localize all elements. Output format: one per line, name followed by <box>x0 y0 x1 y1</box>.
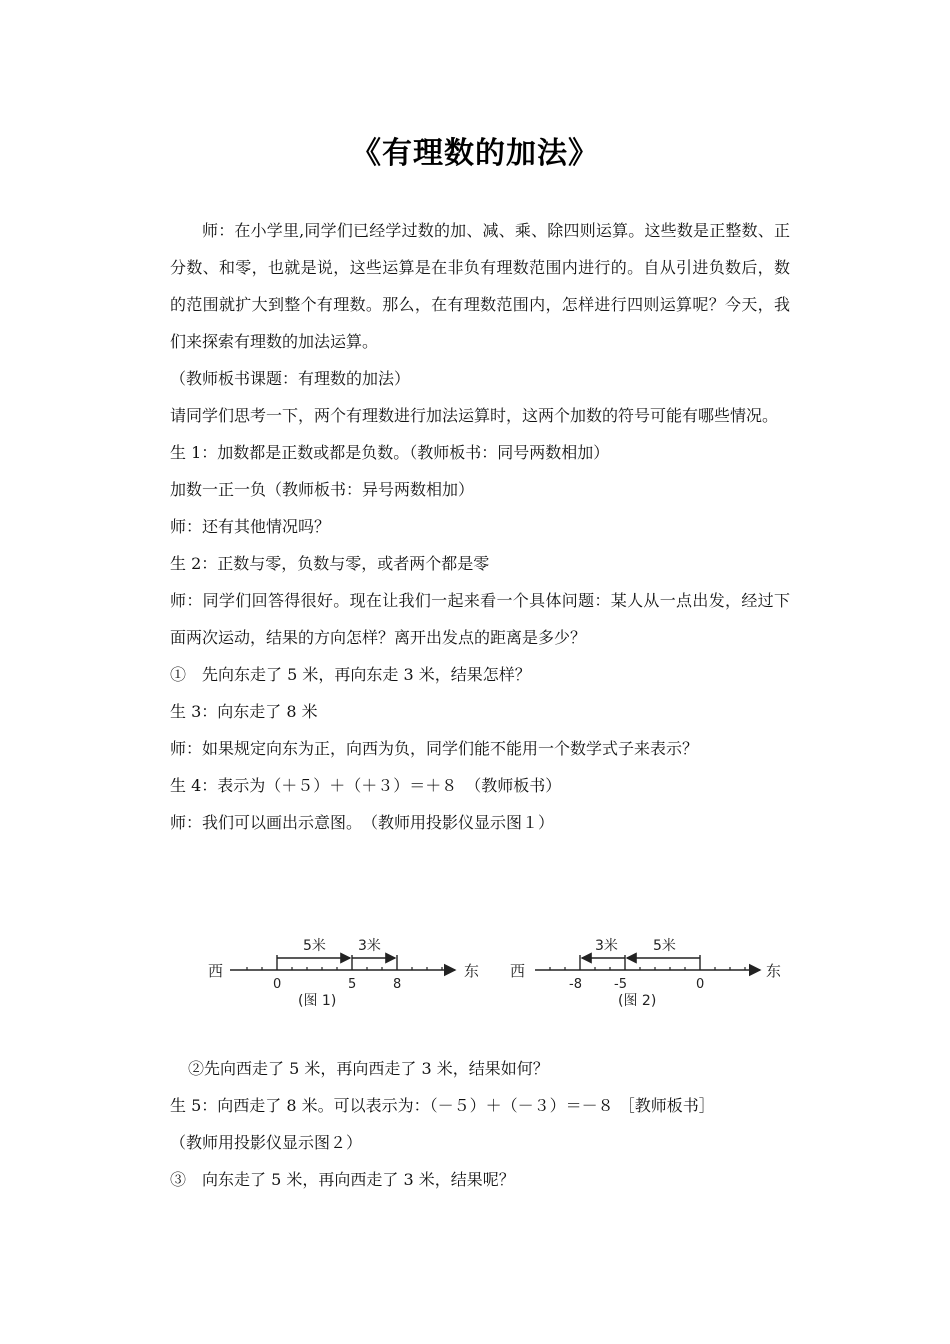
tick-label-0: 0 <box>696 977 705 992</box>
tick-label-5: 5 <box>348 977 357 992</box>
number-line-figure-2 <box>505 925 795 1020</box>
west-label: 西 <box>208 962 224 980</box>
student3-line: 生 3：向东走了 8 米 <box>170 702 318 721</box>
tick-label-neg5: -5 <box>614 977 627 992</box>
document-title: 《有理数的加法》 <box>351 136 599 171</box>
teacher-sign-rule-line: 师：如果规定向东为正，向西为负，同学们能不能用一个数学式子来表示？ <box>170 739 699 758</box>
student4-line: 生 4：表示为（＋５）＋（＋３）＝＋８ （教师板书） <box>170 776 562 795</box>
arrow-label-5m: 5米 <box>653 938 676 954</box>
student5-line: 生 5：向西走了 8 米。可以表示为：（－５）＋（－３）＝－８ ［教师板书］ <box>170 1096 715 1115</box>
board-note-title: （教师板书课题：有理数的加法） <box>170 369 411 388</box>
teacher-question-line: 师：还有其他情况吗？ <box>170 517 331 536</box>
east-label: 东 <box>464 962 480 980</box>
east-label: 东 <box>766 962 782 980</box>
number-line-figure-1 <box>200 925 490 1020</box>
teacher-diagram-line: 师：我们可以画出示意图。 （教师用投影仪显示图１） <box>170 813 555 832</box>
figure-caption-2: (图 2) <box>618 993 657 1009</box>
case1-line: ① 先向东走了 5 米，再向东走 3 米，结果怎样？ <box>170 665 531 684</box>
student2-line: 生 2：正数与零，负数与零，或者两个都是零 <box>170 554 490 573</box>
student1-line: 生 1：加数都是正数或都是负数。（教师板书：同号两数相加） <box>170 443 610 462</box>
tick-label-0: 0 <box>273 977 282 992</box>
arrow-label-5m: 5米 <box>303 938 326 954</box>
tick-label-neg8: -8 <box>569 977 582 992</box>
arrow-label-3m: 3米 <box>595 938 618 954</box>
problem-paragraph: 师：同学们回答得很好。现在让我们一起来看一个具体问题：某人从一点出发，经过下面两次运动，结果的方向怎样？离开出发点的距离是多少？ <box>170 591 790 647</box>
mixed-sign-line: 加数一正一负（教师板书：异号两数相加） <box>170 480 475 499</box>
question-paragraph: 请同学们思考一下，两个有理数进行加法运算时，这两个加数的符号可能有哪些情况。 <box>170 406 779 425</box>
case2-line: ②先向西走了 5 米，再向西走了 3 米，结果如何？ <box>188 1059 549 1078</box>
lesson-body <box>170 212 790 841</box>
lesson-body-continued <box>170 1050 790 1198</box>
arrow-label-3m: 3米 <box>358 938 381 954</box>
case3-line: ③ 向东走了 5 米，再向西走了 3 米，结果呢？ <box>170 1170 515 1189</box>
figure-caption-1: (图 1) <box>298 993 337 1009</box>
intro-paragraph: 师：在小学里,同学们已经学过数的加、减、乘、除四则运算。这些数是正整数、正分数、和零，也就是说，这些运算是在非负有理数范围内进行的。自从引进负数后，数的范围就扩大到整个有理数。那么，在有理数范围内，怎样进行四则运算呢？今天，我们来探索有理数的加法运算。 <box>170 221 790 351</box>
west-label: 西 <box>510 962 526 980</box>
tick-label-8: 8 <box>393 977 402 992</box>
projector-note-line: （教师用投影仪显示图２） <box>170 1133 363 1152</box>
